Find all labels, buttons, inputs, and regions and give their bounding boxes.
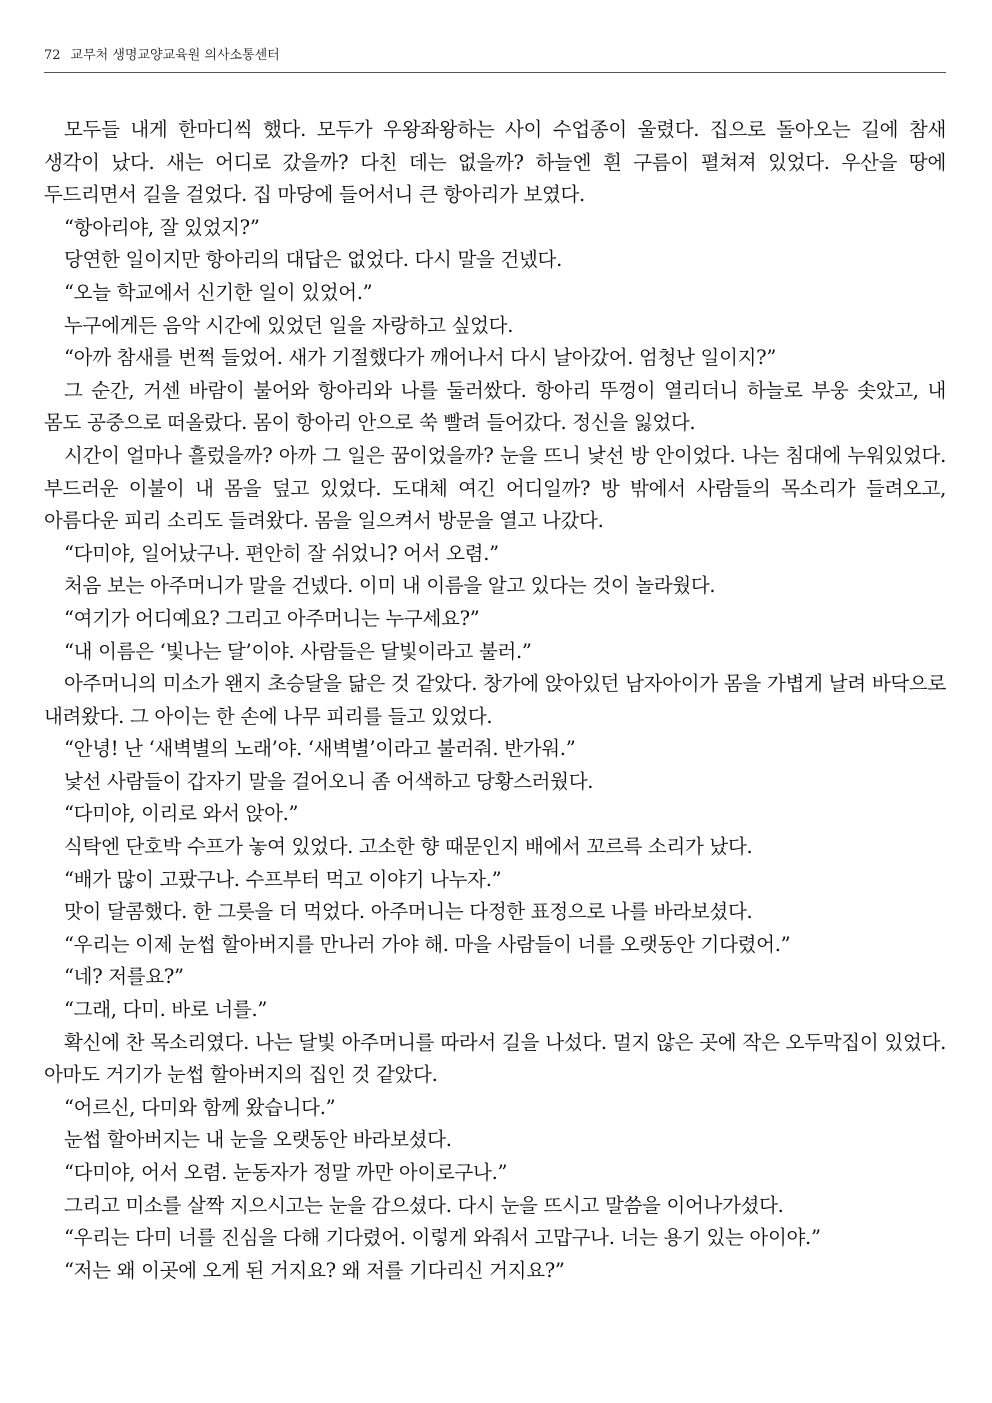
paragraph: 모두들 내게 한마디씩 했다. 모두가 우왕좌왕하는 사이 수업종이 울렸다. 집으로 돌아오는 길에 참새 생각이 났다. 새는 어디로 갔을까? 다친 데는 없을까? 하늘엔 흰 구름이 펼쳐져 있었다. 우산을 땅에 두드리면서 길을 걸었다. 집 마당에 들어서니 큰 항아리가 보였다.: [44, 118, 946, 207]
paragraph: 시간이 얼마나 흘렀을까? 아까 그 일은 꿈이었을까? 눈을 뜨니 낯선 방 안이었다. 나는 침대에 누워있었다. 부드러운 이불이 내 몸을 덮고 있었다. 도대체 여긴 어디일까? 방 밖에서 사람들의 목소리가 들려오고, 아름다운 피리 소리도 들려왔다. 몸을 일으켜서 방문을 열고 나갔다.: [44, 443, 946, 533]
paragraph: 누구에게든 음악 시간에 있었던 일을 자랑하고 싶었다.: [64, 313, 514, 337]
header-title: 교무처 생명교양교육원 의사소통센터: [70, 48, 280, 63]
dialogue-line: “우리는 다미 너를 진심을 다해 기다렸어. 이렇게 와줘서 고맙구나. 너는 용기 있는 아이야.”: [64, 1226, 821, 1250]
paragraph: 확신에 찬 목소리였다. 나는 달빛 아주머니를 따라서 길을 나섰다. 멀지 않은 곳에 작은 오두막집이 있었다. 아마도 거기가 눈썹 할아버지의 집인 것 같았다.: [44, 1030, 946, 1087]
paragraph: 눈썹 할아버지는 내 눈을 오랫동안 바라보셨다.: [64, 1128, 452, 1152]
paragraph: 맛이 달콤했다. 한 그릇을 더 먹었다. 아주머니는 다정한 표정으로 나를 바라보셨다.: [64, 900, 753, 924]
dialogue-line: “저는 왜 이곳에 오게 된 거지요? 왜 저를 기다리신 거지요?”: [64, 1258, 565, 1282]
page-number: 72: [44, 48, 61, 63]
dialogue-line: “배가 많이 고팠구나. 수프부터 먹고 이야기 나누자.”: [64, 867, 502, 891]
dialogue-line: “다미야, 일어났구나. 편안히 잘 쉬었니? 어서 오렴.”: [64, 541, 499, 565]
paragraph: 아주머니의 미소가 왠지 초승달을 닮은 것 같았다. 창가에 앉아있던 남자아이가 몸을 가볍게 날려 바닥으로 내려왔다. 그 아이는 한 손에 나무 피리를 들고 있었다.: [44, 672, 946, 728]
dialogue-line: “우리는 이제 눈썹 할아버지를 만나러 가야 해. 마을 사람들이 너를 오랫동안 기다렸어.”: [64, 932, 791, 956]
dialogue-line: “네? 저를요?”: [64, 965, 184, 989]
paragraph: 식탁엔 단호박 수프가 놓여 있었다. 고소한 향 때문인지 배에서 꼬르륵 소리가 났다.: [64, 835, 753, 859]
paragraph: 그 순간, 거센 바람이 불어와 항아리와 나를 둘러쌌다. 항아리 뚜껑이 열리더니 하늘로 부웅 솟았고, 내 몸도 공중으로 떠올랐다. 몸이 항아리 안으로 쑥 빨려 들어갔다. 정신을 잃었다.: [44, 378, 946, 435]
dialogue-line: “항아리야, 잘 있었지?”: [64, 215, 260, 239]
dialogue-line: “다미야, 이리로 와서 앉아.”: [64, 802, 299, 826]
page-header: [44, 44, 946, 73]
paragraph: 당연한 일이지만 항아리의 대답은 없었다. 다시 말을 건넸다.: [64, 248, 562, 272]
dialogue-line: “어르신, 다미와 함께 왔습니다.”: [64, 1095, 336, 1119]
dialogue-line: “안녕! 난 ‘새벽별의 노래’야. ‘새벽별’이라고 불러줘. 반가워.”: [64, 737, 576, 761]
paragraph: 처음 보는 아주머니가 말을 건넸다. 이미 내 이름을 알고 있다는 것이 놀라웠다.: [64, 574, 716, 598]
paragraph: 낯선 사람들이 갑자기 말을 걸어오니 좀 어색하고 당황스러웠다.: [64, 769, 594, 793]
dialogue-line: “여기가 어디예요? 그리고 아주머니는 누구세요?”: [64, 606, 480, 630]
dialogue-line: “다미야, 어서 오렴. 눈동자가 정말 까만 아이로구나.”: [64, 1161, 508, 1184]
paragraph: 그리고 미소를 살짝 지으시고는 눈을 감으셨다. 다시 눈을 뜨시고 말씀을 이어나가셨다.: [64, 1193, 784, 1217]
dialogue-line: “내 이름은 ‘빛나는 달’이야. 사람들은 달빛이라고 불러.”: [64, 639, 532, 663]
dialogue-line: “오늘 학교에서 신기한 일이 있었어.”: [64, 280, 373, 304]
story-body: [44, 114, 946, 1287]
dialogue-line: “아까 참새를 번쩍 들었어. 새가 기절했다가 깨어나서 다시 날아갔어. 엄청난 일이지?”: [64, 346, 776, 370]
dialogue-line: “그래, 다미. 바로 너를.”: [64, 998, 268, 1022]
